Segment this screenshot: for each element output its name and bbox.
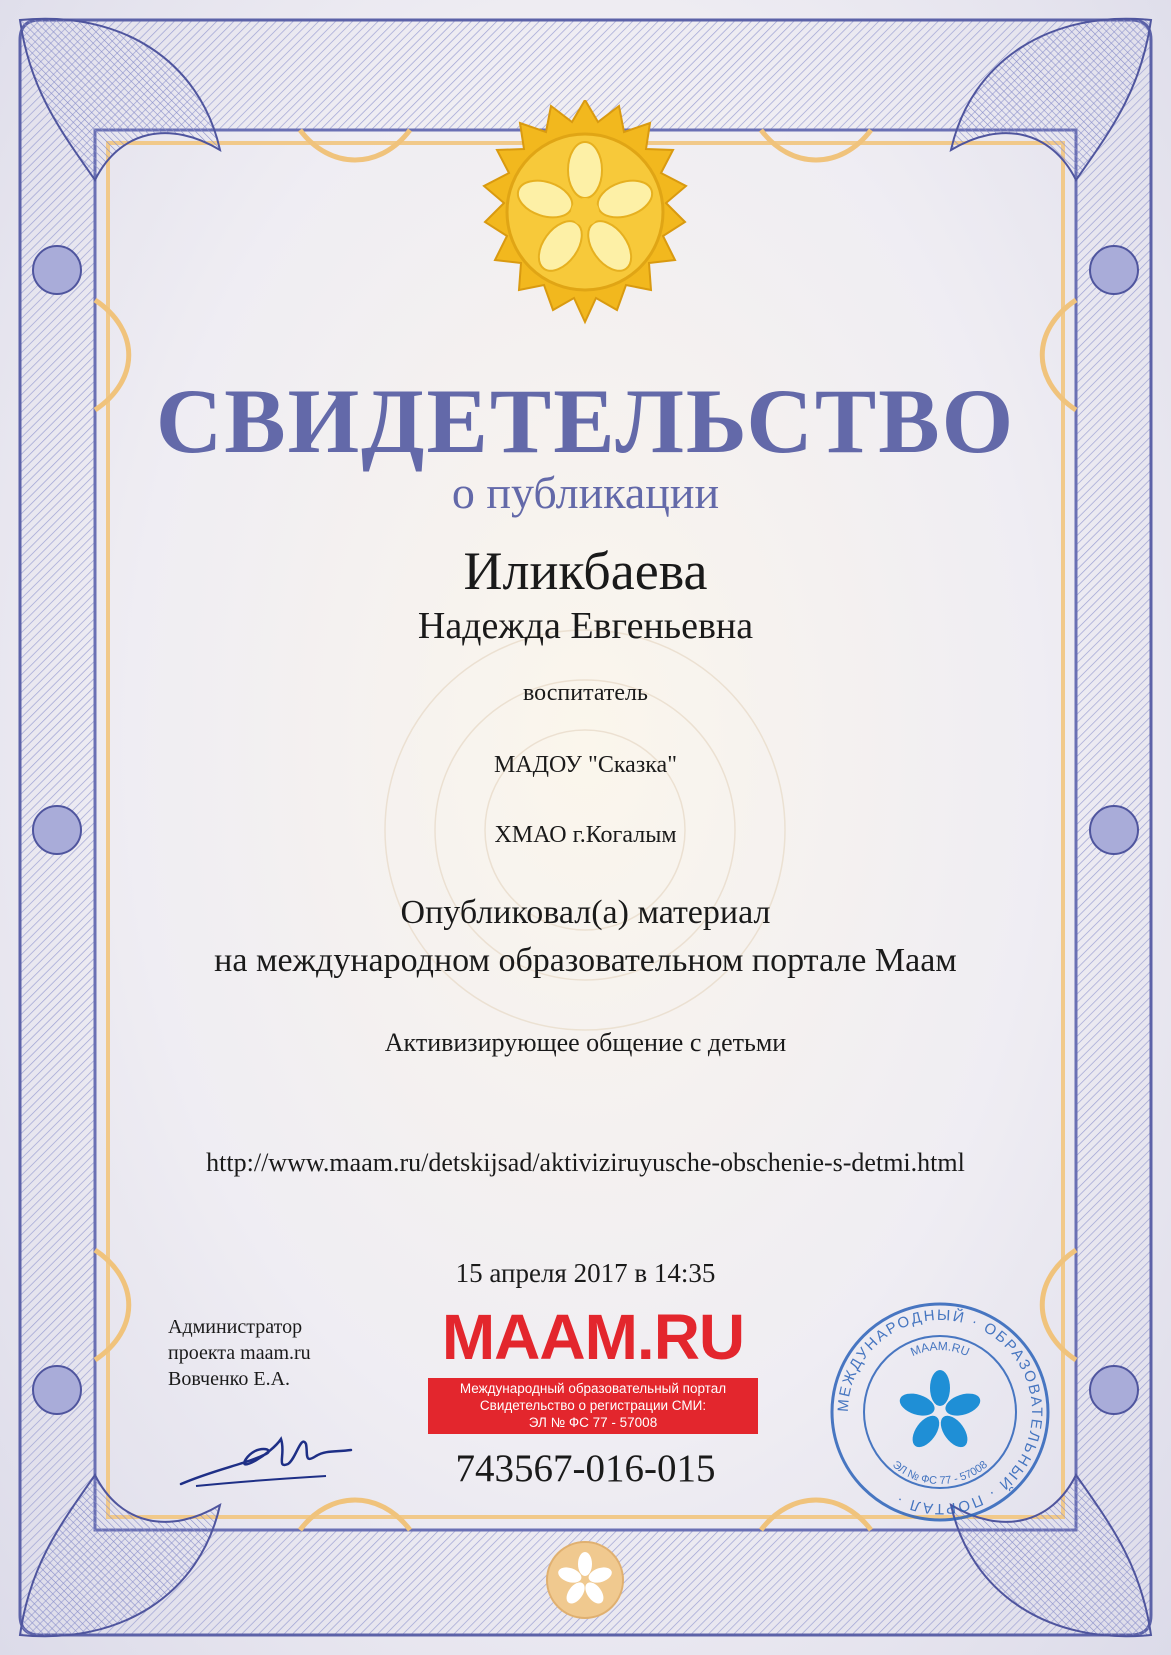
recipient-surname: Иликбаева: [463, 541, 708, 601]
admin-line1: Администратор: [168, 1316, 303, 1338]
logo-line1: Международный образовательный портал: [459, 1381, 727, 1396]
material-title: Активизирующее общение с детьми: [384, 1028, 787, 1057]
recipient-position: воспитатель: [523, 680, 648, 706]
logo-title: MAAM.RU: [441, 1301, 745, 1373]
published-statement-line2: на международном образовательном портале Маам: [214, 942, 957, 979]
admin-line2: проекта maam.ru: [168, 1342, 311, 1364]
publication-date: 15 апреля 2017 в 14:35: [455, 1258, 716, 1288]
recipient-city: ХМАО г.Когалым: [494, 822, 677, 848]
registration-number: 743567-016-015: [455, 1447, 716, 1490]
administrator-block: [168, 1314, 311, 1392]
stamp-inner-text: MAAM.RU: [908, 1338, 972, 1360]
admin-line3: Вовченко Е.А.: [168, 1368, 291, 1390]
certificate-title: СВИДЕТЕЛЬСТВО: [155, 370, 1016, 472]
recipient-given-names: Надежда Евгеньевна: [417, 605, 754, 647]
logo-banner: [428, 1378, 758, 1434]
gold-medal-icon: [467, 100, 703, 336]
round-stamp-icon: [828, 1300, 1052, 1524]
stamp-outer-text: МЕЖДУНАРОДНЫЙ · ОБРАЗОВАТЕЛЬНЫЙ · ПОРТАЛ ·: [834, 1306, 1046, 1518]
maam-logo: [426, 1301, 760, 1432]
logo-line2: Свидетельство о регистрации СМИ:: [479, 1398, 707, 1413]
recipient-organization: МАДОУ "Сказка": [494, 752, 677, 778]
flower-badge-icon: [545, 1540, 625, 1620]
stamp-reg-text: ЭЛ № ФС 77 - 57008: [890, 1458, 990, 1488]
logo-line3: ЭЛ № ФС 77 - 57008: [528, 1415, 658, 1430]
material-url: http://www.maam.ru/detskijsad/aktiviziruyusche-obschenie-s-detmi.html: [206, 1148, 965, 1177]
svg-text:ЭЛ № ФС 77 - 57008: [890, 1459, 990, 1487]
certificate-subtitle: о публикации: [451, 467, 720, 518]
published-statement-line1: Опубликовал(а) материал: [400, 894, 771, 931]
stamp-flower-icon: [897, 1370, 983, 1452]
svg-text:MAAM.RU: [908, 1339, 971, 1359]
